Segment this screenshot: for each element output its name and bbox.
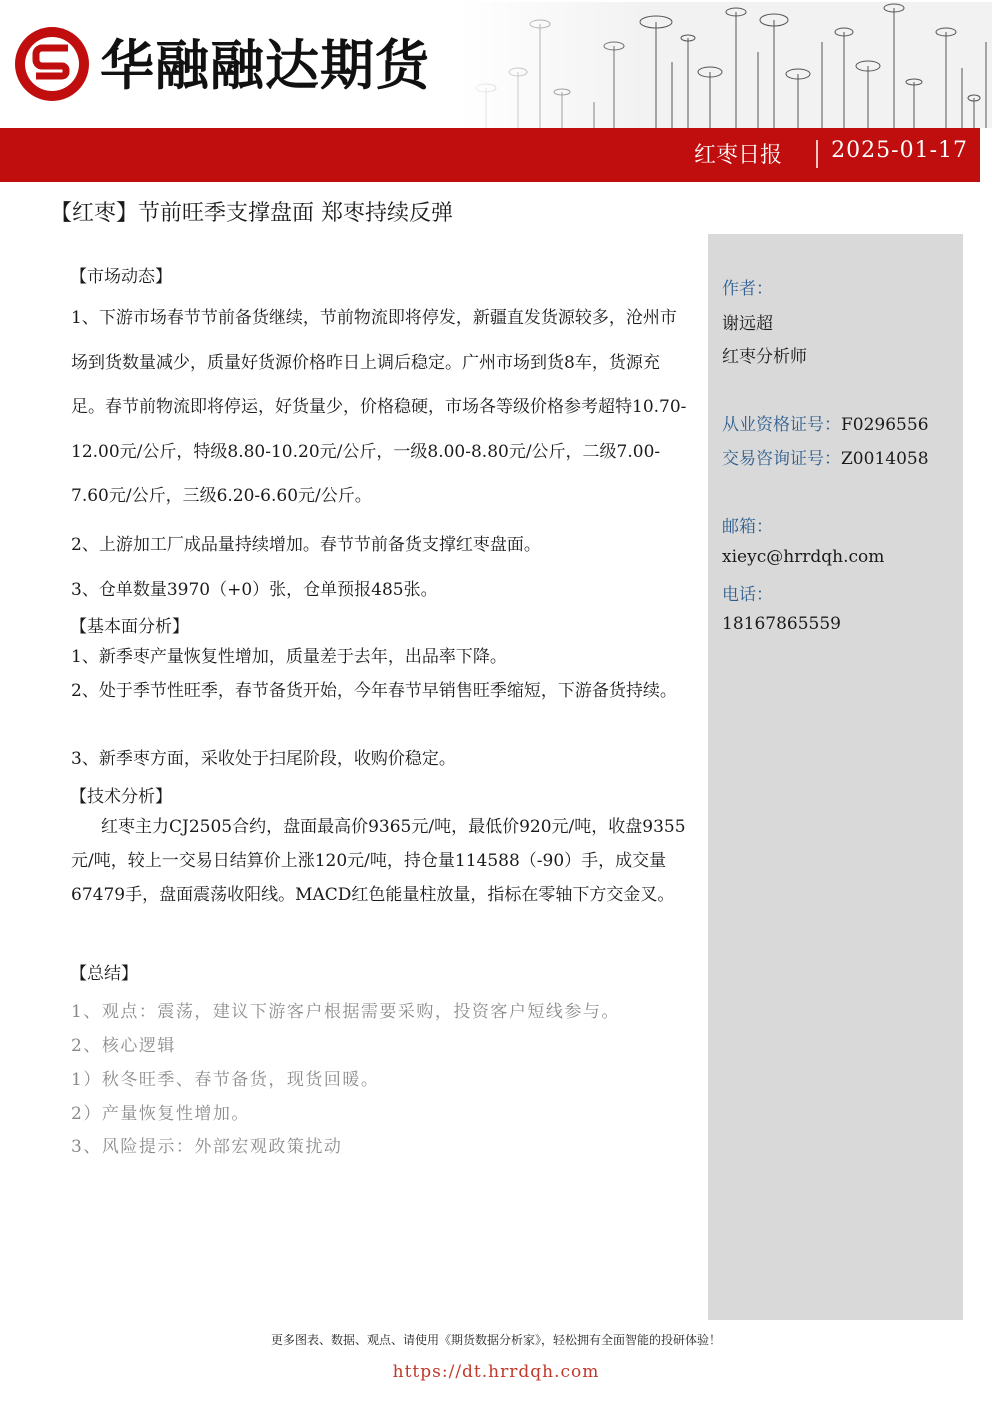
market-paragraph-2: 2、上游加工厂成品量持续增加。春节节前备货支撑红枣盘面。 [71,535,541,555]
summary-line-1: 1、观点：震荡，建议下游客户根据需要采购，投资客户短线参与。 [71,1002,620,1022]
phone-label: 电话： [722,585,773,605]
footer-url-link[interactable]: https://dt.hrrdqh.com [392,1362,600,1382]
summary-line-5: 3、风险提示：外部宏观政策扰动 [71,1137,343,1157]
author-title: 红枣分析师 [722,347,807,367]
phone-value: 18167865559 [722,614,841,634]
brand-name: 华融融达期货 [100,34,430,97]
license-number [722,410,929,435]
email-label: 邮箱： [722,517,773,537]
license-label: 从业资格证号： [722,415,841,435]
market-section-title: 【市场动态】 [70,267,172,287]
footer-promo: 更多图表、数据、观点、请使用《期货数据分析家》，轻松拥有全面智能的投研体验！ [270,1333,721,1347]
report-headline: 【红枣】节前旺季支撑盘面 郑枣持续反弹 [50,201,453,226]
consult-number [722,444,929,469]
email-value[interactable]: xieyc@hrrdqh.com [722,547,885,567]
consult-value: Z0014058 [841,449,929,469]
technical-section-title: 【技术分析】 [70,787,172,807]
report-date: 2025-01-17 [831,138,968,163]
market-paragraph-1: 1、下游市场春节节前备货继续，节前物流即将停发，新疆直发货源较多，沧州市场到货数量减少，质量好货源价格昨日上调后稳定。广州市场到货8车，货源充足。春节前物流即将停运，好货量少，价格稳硬，市场各等级价格参考超特10.70-12.00元/公斤，特级8.80-10.20元/公斤，一级8.00-8.80元/公斤，二级7.00-7.60元/公斤，三级6.20-6.60元/公斤。 [71,308,687,506]
summary-line-4: 2）产量恢复性增加。 [71,1104,250,1124]
technical-paragraph: 红枣主力CJ2505合约，盘面最高价9365元/吨，最低价920元/吨，收盘9355元/吨，较上一交易日结算价上涨120元/吨，持仓量114588（-90）手，成交量67479手，盘面震荡收阳线。MACD红色能量柱放量，指标在零轴下方交金叉。 [71,817,686,905]
header [0,0,992,128]
summary-section-title: 【总结】 [70,964,138,984]
fundamental-paragraph-2: 2、处于季节性旺季，春节备货开始，今年春节早销售旺季缩短，下游备货持续。 [71,681,677,701]
banner-divider [816,140,818,168]
summary-line-3: 1）秋冬旺季、春节备货，现货回暖。 [71,1070,380,1090]
report-banner [0,128,980,182]
author-sidebar [708,234,963,1320]
summary-line-2: 2、核心逻辑 [71,1036,176,1056]
author-label: 作者： [722,279,773,299]
fundamental-paragraph-3: 3、新季枣方面，采收处于扫尾阶段，收购价稳定。 [71,749,456,769]
report-type: 红枣日报 [693,143,782,168]
fundamental-section-title: 【基本面分析】 [70,617,189,637]
fundamental-paragraph-1: 1、新季枣产量恢复性增加，质量差于去年，出品率下降。 [71,647,507,667]
market-paragraph-3: 3、仓单数量3970（+0）张，仓单预报485张。 [71,580,438,600]
consult-label: 交易咨询证号： [722,449,841,469]
company-logo-icon [12,24,92,104]
license-value: F0296556 [841,415,929,435]
author-name: 谢远超 [722,314,773,334]
header-decoration-graphic [458,2,992,128]
